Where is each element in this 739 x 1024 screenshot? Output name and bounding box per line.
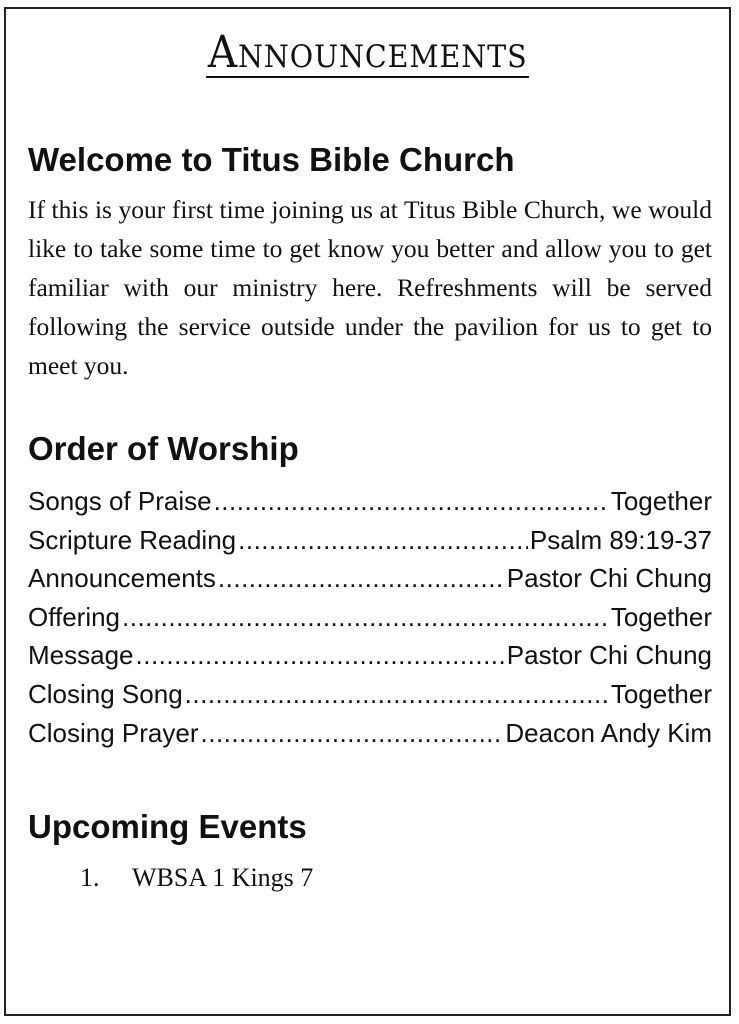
event-number: 1.	[80, 863, 100, 892]
worship-row	[28, 482, 712, 521]
worship-item: Songs of Praise	[28, 486, 212, 516]
dot-leader	[214, 482, 609, 521]
worship-row	[28, 521, 712, 560]
worship-item: Closing Song	[28, 678, 183, 709]
event-text: WBSA 1 Kings 7	[132, 863, 314, 892]
dot-leader	[238, 521, 528, 560]
dot-leader	[201, 714, 504, 753]
worship-leader: Pastor Chi Chung	[506, 563, 712, 594]
worship-row	[28, 598, 712, 637]
worship-leader: Deacon Andy Kim	[505, 717, 712, 748]
worship-item: Scripture Reading	[28, 524, 237, 555]
order-of-worship-heading: Order of Worship	[28, 430, 299, 467]
dot-leader	[136, 636, 505, 675]
worship-leader: Psalm 89:19-37	[529, 524, 712, 555]
dot-leader	[218, 559, 505, 598]
upcoming-events-heading: Upcoming Events	[28, 808, 307, 845]
worship-row	[28, 675, 712, 714]
bulletin-page	[4, 7, 731, 1016]
worship-leader: Together	[610, 601, 712, 632]
worship-item: Offering	[28, 601, 121, 632]
order-of-worship-list	[28, 482, 712, 752]
dot-leader	[122, 598, 609, 637]
dot-leader	[185, 675, 609, 714]
page-title-text: Announcements	[207, 27, 528, 78]
event-item	[80, 861, 313, 895]
worship-row	[28, 714, 712, 753]
worship-item: Closing Prayer	[28, 717, 199, 748]
welcome-heading: Welcome to Titus Bible Church	[28, 141, 515, 178]
worship-item: Message	[28, 640, 134, 671]
worship-row	[28, 636, 712, 675]
upcoming-events-list	[80, 861, 313, 895]
page-title	[6, 29, 729, 78]
welcome-paragraph: If this is your first time joining us at Titus Bible Church, we would like to take some time to get know you better and allow you to get familiar with our ministry here. Refreshments will be served following the service outside under the pavilion for us to get to meet you.	[28, 195, 712, 380]
worship-leader: Together	[610, 486, 712, 516]
worship-leader: Together	[610, 678, 712, 709]
worship-leader: Pastor Chi Chung	[506, 640, 712, 671]
worship-item: Announcements	[28, 563, 216, 594]
worship-row	[28, 559, 712, 598]
